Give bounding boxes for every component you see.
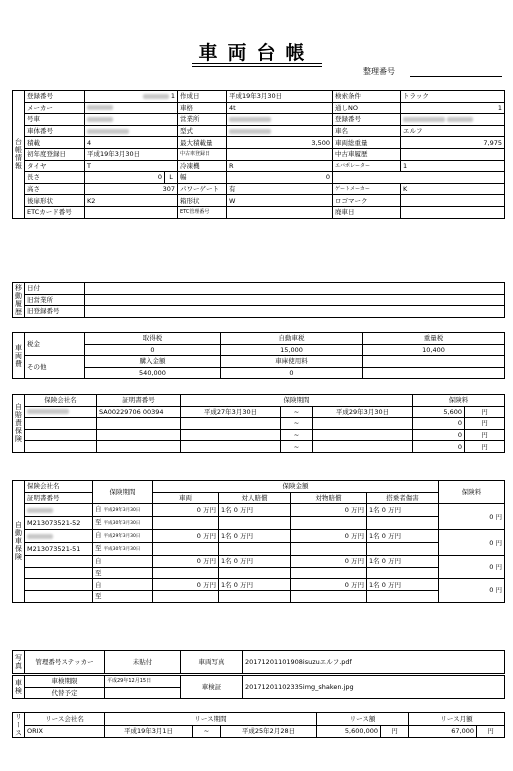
- value[interactable]: [25, 567, 93, 579]
- value[interactable]: [227, 206, 333, 218]
- header: 購入金額: [85, 356, 221, 368]
- amount[interactable]: 0 万円: [153, 530, 219, 543]
- label: エバポレーター: [333, 160, 401, 172]
- value[interactable]: 5,600: [413, 406, 465, 418]
- value[interactable]: 未貼付: [105, 651, 181, 674]
- label: 管理番号ステッカー: [25, 651, 105, 674]
- sub-amount: [367, 543, 439, 556]
- label: 積載: [25, 137, 85, 149]
- label: パワーゲート: [178, 183, 227, 195]
- inspection-table: [12, 675, 505, 699]
- header: 保険会社名: [25, 481, 93, 493]
- value[interactable]: 307: [85, 183, 178, 195]
- fee[interactable]: 0 円: [439, 556, 505, 579]
- value[interactable]: [85, 306, 505, 318]
- amount[interactable]: 1名 0 万円: [367, 579, 439, 591]
- label: 型式: [178, 125, 227, 137]
- period-to[interactable]: 至 平成30年3月30日: [93, 543, 153, 556]
- label: 代替予定: [25, 687, 105, 699]
- value[interactable]: 有: [227, 183, 333, 195]
- value[interactable]: エルフ: [401, 125, 505, 137]
- amount[interactable]: 0 万円: [291, 556, 367, 568]
- value[interactable]: [25, 579, 93, 591]
- header: 対人賠償: [219, 492, 291, 504]
- label: 最大積載量: [178, 137, 227, 149]
- value[interactable]: [25, 556, 93, 568]
- amount[interactable]: 1名 0 万円: [367, 504, 439, 517]
- label: 長さ: [25, 172, 85, 184]
- label: ゲートメーカー: [333, 183, 401, 195]
- amount[interactable]: 1名 0 万円: [219, 556, 291, 568]
- fee[interactable]: 0 円: [439, 530, 505, 556]
- header: リース月額: [409, 713, 505, 726]
- label: 作成日: [178, 91, 227, 103]
- sub-amount: [291, 567, 367, 579]
- label: ETCカード番号: [25, 206, 85, 218]
- amount[interactable]: 1名 0 万円: [367, 556, 439, 568]
- amount[interactable]: 0 万円: [291, 504, 367, 517]
- amount[interactable]: 0 万円: [291, 530, 367, 543]
- section-label: 自動車保険: [13, 481, 25, 603]
- section-label: 車両費: [13, 333, 25, 379]
- value[interactable]: 平成27年3月30日: [181, 406, 281, 418]
- section-label: 車検: [13, 676, 25, 699]
- label: 登録番号: [333, 114, 401, 126]
- value[interactable]: 5,600,000: [317, 725, 381, 738]
- value[interactable]: [333, 172, 505, 184]
- section-label: 写真: [13, 651, 25, 674]
- value[interactable]: [85, 283, 505, 295]
- label: 初年度登録日: [25, 148, 85, 160]
- label: 営業所: [178, 114, 227, 126]
- sub-amount: [367, 567, 439, 579]
- label: メーカー: [25, 102, 85, 114]
- unit: 円: [477, 725, 505, 738]
- value[interactable]: T: [85, 160, 178, 172]
- value[interactable]: 平成19年3月1日: [105, 725, 193, 738]
- period-from[interactable]: 自: [93, 579, 153, 591]
- fee[interactable]: 0 円: [439, 579, 505, 602]
- unit: 円: [465, 406, 505, 418]
- label: 高さ: [25, 183, 85, 195]
- amount[interactable]: 0 万円: [153, 579, 219, 591]
- header: リース期間: [105, 713, 317, 726]
- header: 保険会社名: [25, 395, 97, 407]
- label: 旧登録番号: [25, 306, 85, 318]
- value[interactable]: [25, 429, 97, 441]
- unit: L: [165, 172, 178, 184]
- value[interactable]: [25, 590, 93, 602]
- value[interactable]: 15,000: [221, 344, 363, 356]
- value[interactable]: 3,500: [227, 137, 333, 149]
- file-link[interactable]: 20171201101908isuzuエルフ.pdf: [243, 651, 505, 674]
- label: その他: [25, 356, 85, 379]
- label: 幅: [178, 172, 227, 184]
- value[interactable]: [227, 114, 333, 126]
- value[interactable]: [401, 114, 505, 126]
- move-history-table: [12, 282, 505, 318]
- value[interactable]: [85, 114, 178, 126]
- header: 保険期間: [181, 395, 413, 407]
- header: 搭乗者傷害: [367, 492, 439, 504]
- value[interactable]: [401, 195, 505, 207]
- value[interactable]: [85, 102, 178, 114]
- value[interactable]: [313, 429, 413, 441]
- amount[interactable]: 1名 0 万円: [367, 530, 439, 543]
- label: 後扉形状: [25, 195, 85, 207]
- value[interactable]: 4: [85, 137, 178, 149]
- sub-amount: [153, 517, 219, 530]
- sub-amount: [219, 590, 291, 602]
- label: 廃車日: [333, 206, 401, 218]
- lease-table: [12, 712, 505, 738]
- unit: 円: [381, 725, 409, 738]
- value[interactable]: [25, 530, 93, 543]
- sub-amount: [153, 543, 219, 556]
- value[interactable]: 平成29年12月15日: [105, 676, 181, 688]
- value[interactable]: 0: [85, 172, 165, 184]
- label: ロゴマーク: [333, 195, 401, 207]
- value[interactable]: SA00229706 00394: [97, 406, 181, 418]
- value[interactable]: M213073521-52: [25, 517, 93, 530]
- value[interactable]: 平成19年3月30日: [227, 91, 333, 103]
- label: 車検期限: [25, 676, 105, 688]
- label: 車両総重量: [333, 137, 401, 149]
- value[interactable]: 平成19年3月30日: [85, 148, 178, 160]
- value[interactable]: [181, 418, 281, 430]
- unit: 円: [465, 418, 505, 430]
- value[interactable]: [85, 206, 178, 218]
- value[interactable]: [227, 148, 333, 160]
- header: 車両: [153, 492, 219, 504]
- title-underline: [192, 63, 322, 64]
- basic-info-table: [12, 90, 505, 219]
- value: ~: [281, 406, 313, 418]
- seiri-label: 整理番号: [363, 67, 395, 76]
- value[interactable]: [97, 418, 181, 430]
- label: 検索条件: [333, 91, 401, 103]
- fee[interactable]: 0 円: [439, 504, 505, 530]
- value: ~: [281, 441, 313, 453]
- jibai-insurance-table: [12, 394, 505, 453]
- value: ~: [193, 725, 221, 738]
- value[interactable]: [181, 441, 281, 453]
- value[interactable]: トラック: [401, 91, 505, 103]
- amount[interactable]: 1名 0 万円: [219, 504, 291, 517]
- unit: 円: [465, 441, 505, 453]
- value[interactable]: 1: [401, 160, 505, 172]
- value[interactable]: 0: [85, 344, 221, 356]
- header: 保険期間: [93, 481, 153, 504]
- header: リース額: [317, 713, 409, 726]
- value[interactable]: [85, 125, 178, 137]
- unit: 円: [465, 429, 505, 441]
- sub-amount: [367, 517, 439, 530]
- value[interactable]: 7,975: [401, 137, 505, 149]
- value[interactable]: [401, 206, 505, 218]
- section-label: 台帳情報: [13, 91, 25, 219]
- label: 車体番号: [25, 125, 85, 137]
- value[interactable]: [25, 406, 97, 418]
- label: 冷凍機: [178, 160, 227, 172]
- value[interactable]: 67,000: [409, 725, 477, 738]
- header: 取得税: [85, 333, 221, 345]
- value[interactable]: K: [401, 183, 505, 195]
- header: 証明書番号: [97, 395, 181, 407]
- amount[interactable]: 1名 0 万円: [219, 530, 291, 543]
- sub-amount: [291, 543, 367, 556]
- value[interactable]: 0: [413, 429, 465, 441]
- label: 中古車登録日: [178, 148, 227, 160]
- seiri-input-line[interactable]: [410, 76, 502, 77]
- label: 日付: [25, 283, 85, 295]
- value[interactable]: 1: [401, 102, 505, 114]
- value[interactable]: 0: [227, 172, 333, 184]
- value[interactable]: 4t: [227, 102, 333, 114]
- value[interactable]: [313, 418, 413, 430]
- label: 旧営業所: [25, 294, 85, 306]
- label: 箱形状: [178, 195, 227, 207]
- photo-table: [12, 650, 505, 674]
- value[interactable]: 10,400: [363, 344, 505, 356]
- value[interactable]: [97, 441, 181, 453]
- section-label: リース: [14, 713, 23, 737]
- header: 保険金額: [153, 481, 439, 493]
- value[interactable]: M213073521-51: [25, 543, 93, 556]
- value[interactable]: [25, 504, 93, 517]
- value[interactable]: 0: [413, 418, 465, 430]
- auto-insurance-table: [12, 480, 505, 603]
- value[interactable]: [363, 367, 505, 379]
- label: 通しNO: [333, 102, 401, 114]
- cost-table: [12, 332, 505, 379]
- value[interactable]: [401, 148, 505, 160]
- section-label: 自賠責保険: [13, 395, 25, 453]
- label: タイヤ: [25, 160, 85, 172]
- value[interactable]: K2: [85, 195, 178, 207]
- header: 保険料: [439, 481, 505, 504]
- header: 証明書番号: [25, 492, 93, 504]
- value: ~: [281, 418, 313, 430]
- value[interactable]: [85, 294, 505, 306]
- label: 税金: [25, 333, 85, 356]
- sub-amount: [219, 567, 291, 579]
- period-from[interactable]: 自 平成29年3月30日: [93, 530, 153, 543]
- header: 自動車税: [221, 333, 363, 345]
- period-from[interactable]: 自 平成29年3月30日: [93, 504, 153, 517]
- value[interactable]: 0: [413, 441, 465, 453]
- value[interactable]: 平成29年3月30日: [313, 406, 413, 418]
- label: 車名: [333, 125, 401, 137]
- sub-amount: [153, 567, 219, 579]
- header: 車庫使用料: [221, 356, 363, 368]
- value[interactable]: W: [227, 195, 333, 207]
- label: 車検証: [181, 676, 243, 699]
- value[interactable]: [363, 356, 505, 368]
- value[interactable]: 540,000: [85, 367, 221, 379]
- sub-amount: [291, 590, 367, 602]
- label: 登録番号: [25, 91, 85, 103]
- value: ~: [281, 429, 313, 441]
- sub-amount: [219, 543, 291, 556]
- period-to[interactable]: 至: [93, 567, 153, 579]
- header: 重量税: [363, 333, 505, 345]
- amount[interactable]: 0 万円: [153, 504, 219, 517]
- value[interactable]: [97, 429, 181, 441]
- period-to[interactable]: 至: [93, 590, 153, 602]
- label: 車格: [178, 102, 227, 114]
- file-link[interactable]: 20171201102335img_shaken.jpg: [243, 676, 505, 699]
- value[interactable]: [25, 441, 97, 453]
- value[interactable]: [313, 441, 413, 453]
- amount[interactable]: 1名 0 万円: [219, 579, 291, 591]
- value[interactable]: R: [227, 160, 333, 172]
- label: 車両写真: [181, 651, 243, 674]
- label: ETC管理番号: [178, 206, 227, 218]
- value[interactable]: ORIX: [25, 725, 105, 738]
- period-to[interactable]: 至 平成30年3月30日: [93, 517, 153, 530]
- amount[interactable]: 0 万円: [153, 556, 219, 568]
- sub-amount: [153, 590, 219, 602]
- period-from[interactable]: 自: [93, 556, 153, 568]
- label: 中古車履歴: [333, 148, 401, 160]
- value[interactable]: [25, 418, 97, 430]
- value[interactable]: [181, 429, 281, 441]
- amount[interactable]: 0 万円: [291, 579, 367, 591]
- sub-amount: [219, 517, 291, 530]
- section-label: 移動履歴: [14, 283, 23, 316]
- value[interactable]: [227, 125, 333, 137]
- title-underline: [192, 66, 322, 67]
- value[interactable]: 0: [221, 367, 363, 379]
- label: 号車: [25, 114, 85, 126]
- sub-amount: [367, 590, 439, 602]
- header: 対物賠償: [291, 492, 367, 504]
- value[interactable]: [105, 687, 181, 699]
- sub-amount: [291, 517, 367, 530]
- value[interactable]: 1: [85, 91, 178, 103]
- header: 保険料: [413, 395, 505, 407]
- page-title: 車両台帳: [198, 42, 315, 64]
- header: リース会社名: [25, 713, 105, 726]
- value[interactable]: 平成25年2月28日: [221, 725, 317, 738]
